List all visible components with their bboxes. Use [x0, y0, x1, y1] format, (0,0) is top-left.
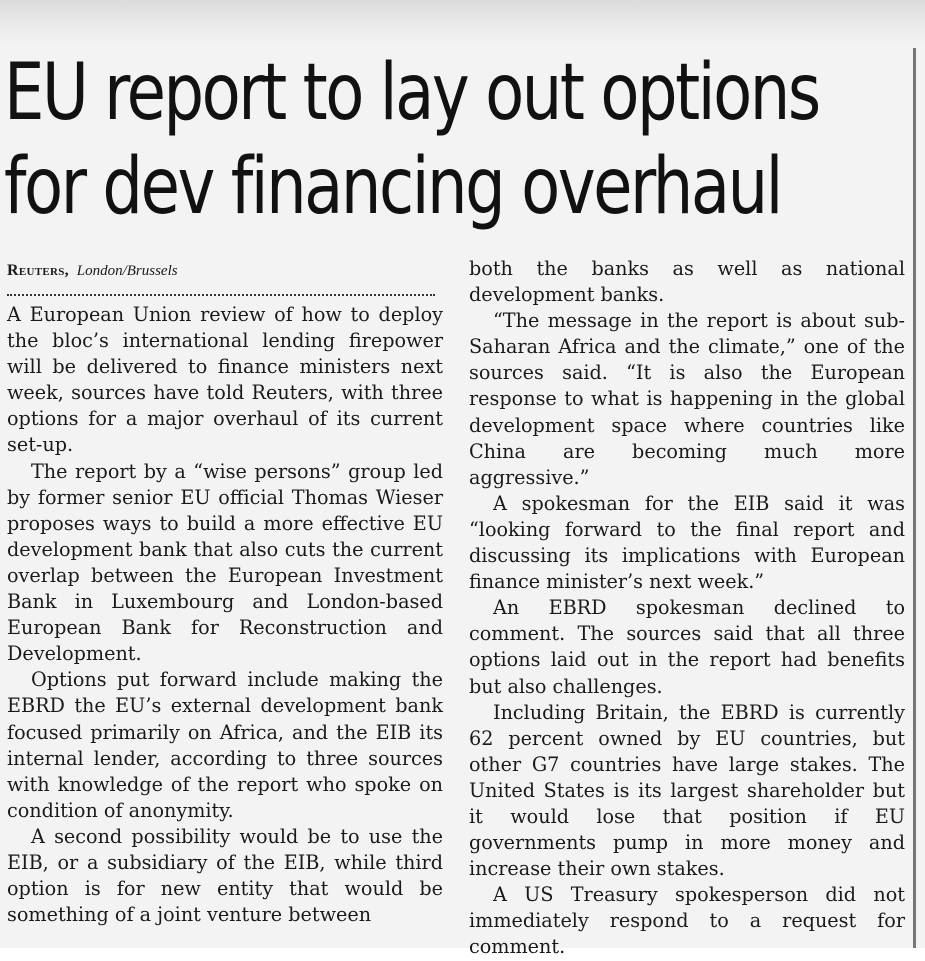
headline-line-1: EU report to lay out options	[4, 48, 819, 138]
headline	[4, 46, 819, 234]
paragraph: The report by a “wise persons” group led by former senior EU official Thomas Wieser proposes ways to build a more effective EU development bank that also cuts the current overlap between the European Investment Bank in Luxembourg and London-based European Bank for Reconstruction and Development.	[7, 459, 443, 666]
column-rule	[913, 48, 916, 948]
paragraph: A US Treasury spokesperson did not immediately respond to a request for comment.	[469, 883, 905, 959]
scan-top-edge	[0, 0, 925, 44]
byline-place: London/Brussels	[76, 263, 178, 279]
paragraph: A spokesman for the EIB said it was “looking forward to the final report and discussing its implications with European finance minister’s next week.”	[469, 491, 905, 594]
article-column-left	[7, 256, 443, 928]
article-column-right	[469, 256, 905, 961]
paragraph: An EBRD spokesman declined to comment. The sources said that all three options laid out in the report had benefits but also challenges.	[469, 596, 905, 698]
headline-line-2: for dev financing overhaul	[4, 142, 781, 232]
paragraph: “The message in the report is about sub-Saharan Africa and the climate,” one of the sources said. “It is also the European response to what is happening in the global development space where countries like China are becoming much more aggressive.”	[469, 309, 905, 489]
paragraph: A second possibility would be to use the EIB, or a subsidiary of the EIB, while third option is for new entity that would be something of a joint venture between	[7, 824, 443, 927]
byline-agency: Reuters,	[7, 262, 69, 279]
paragraph: Options put forward include making the EBRD the EU’s external development bank focused primarily on Africa, and the EIB its internal lender, according to three sources with knowledge of the report who spoke on condition of anonymity.	[7, 668, 443, 822]
paragraph: Including Britain, the EBRD is currently 62 percent owned by EU countries, but other G7 countries have large stakes. The United States is its largest shareholder but it would lose that position if EU governments pump in more money and increase their own stakes.	[469, 700, 905, 881]
paragraph: A European Union review of how to deploy the bloc’s international lending firepower will be delivered to finance ministers next week, sources have told Reuters, with three options for a major overhaul of its current set-up.	[7, 303, 443, 457]
paragraph: both the banks as well as national development banks.	[469, 257, 905, 307]
